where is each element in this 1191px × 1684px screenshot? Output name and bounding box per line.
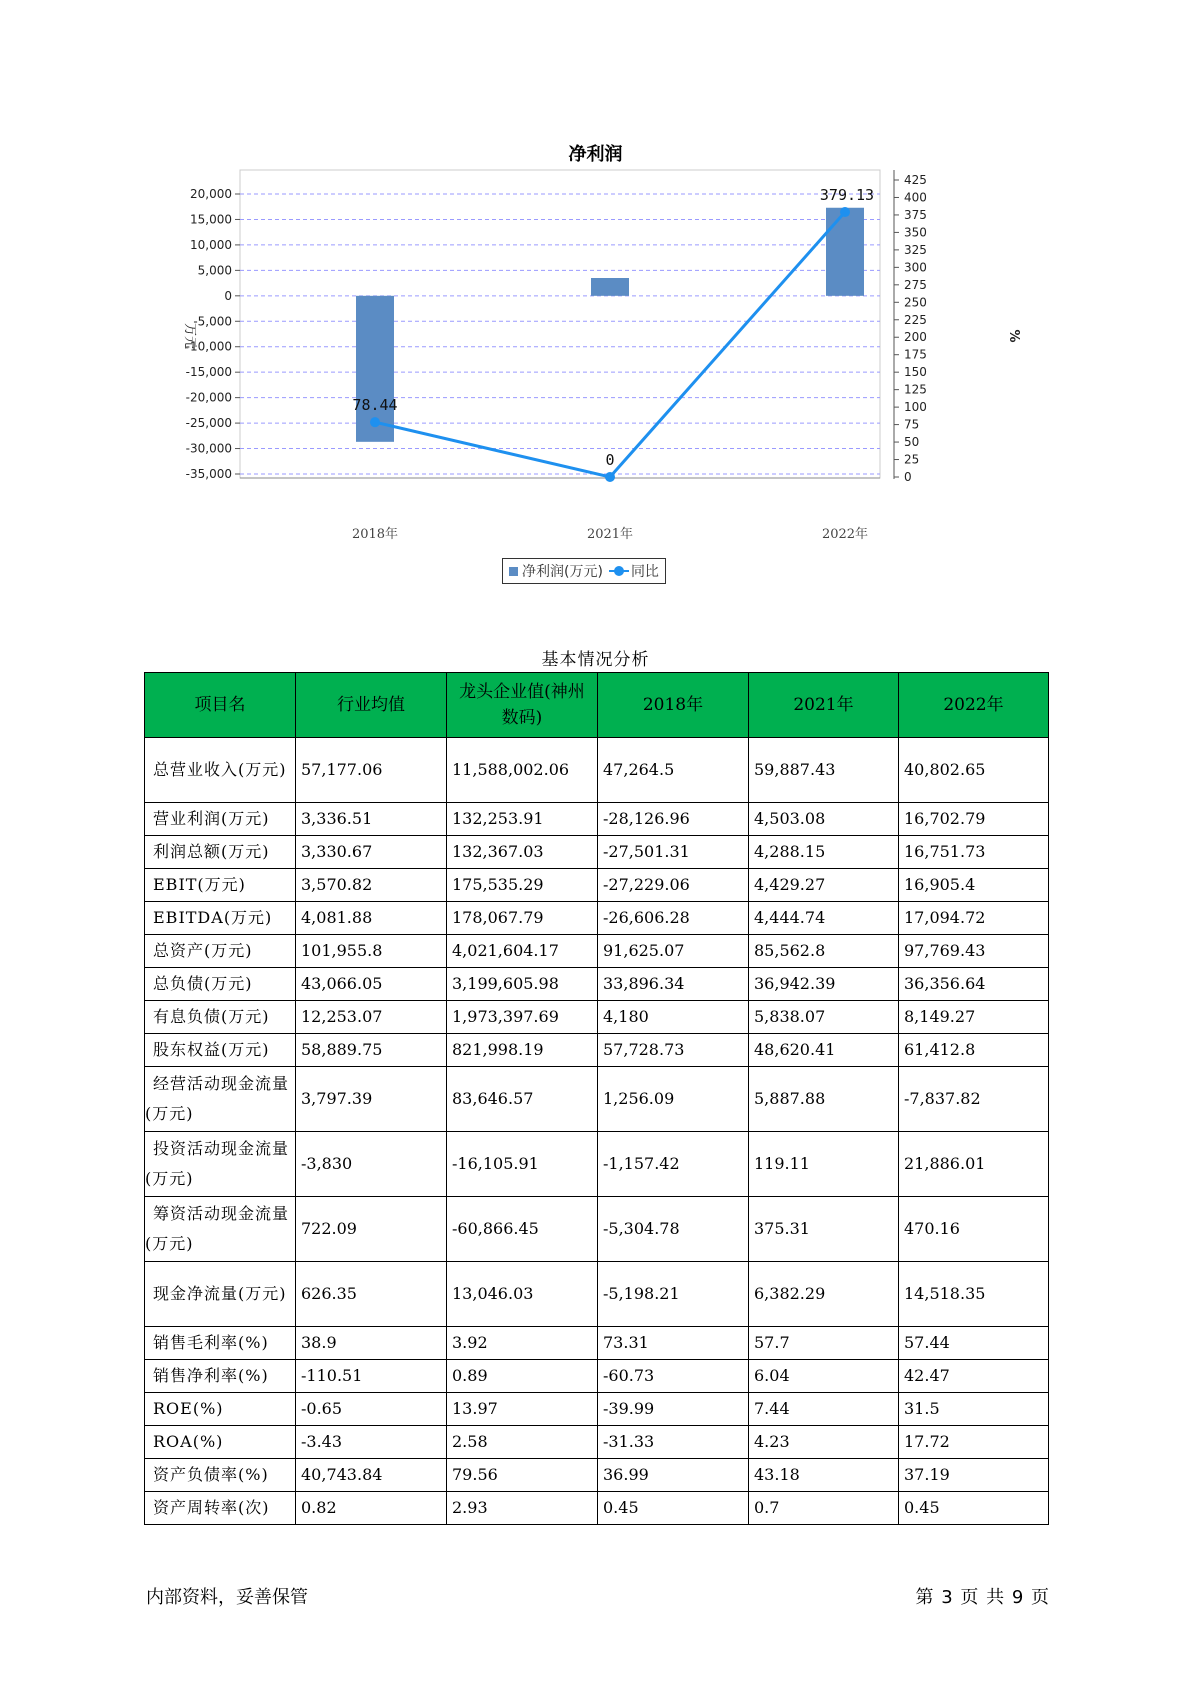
table-cell: 57.44 — [899, 1327, 1049, 1360]
table-cell: 3,199,605.98 — [447, 968, 598, 1001]
table-header-cell: 行业均值 — [296, 673, 447, 738]
table-cell: 73.31 — [598, 1327, 749, 1360]
y-right-tick-label: 25 — [904, 452, 920, 467]
net-profit-chart — [0, 0, 1191, 560]
table-cell: 8,149.27 — [899, 1001, 1049, 1034]
table-row — [145, 902, 1049, 935]
y-right-tick-label: 350 — [904, 225, 927, 240]
table-cell: 16,702.79 — [899, 803, 1049, 836]
table-cell: -5,304.78 — [598, 1197, 749, 1262]
yoy-data-label: 0 — [605, 451, 615, 469]
y-right-tick-label: 300 — [904, 260, 927, 275]
x-tick-label: 2021年 — [586, 527, 634, 542]
table-cell: 3.92 — [447, 1327, 598, 1360]
table-cell: 3,570.82 — [296, 869, 447, 902]
table-cell: 3,330.67 — [296, 836, 447, 869]
y-right-tick-label: 100 — [904, 400, 927, 415]
table-cell: 17.72 — [899, 1426, 1049, 1459]
y-tick-label: 5,000 — [197, 263, 232, 278]
table-row — [145, 1262, 1049, 1327]
table-cell: 97,769.43 — [899, 935, 1049, 968]
row-label-cell: ROE(%) — [145, 1393, 296, 1426]
table-row — [145, 1360, 1049, 1393]
table-header-cell: 项目名 — [145, 673, 296, 738]
table-cell: 722.09 — [296, 1197, 447, 1262]
table-header-cell: 2021年 — [749, 673, 899, 738]
table-cell: -110.51 — [296, 1360, 447, 1393]
chart-grid — [240, 170, 880, 478]
table-row — [145, 935, 1049, 968]
footer-page-number: 第 3 页 共 9 页 — [915, 1587, 1049, 1608]
legend-item-yoy: 同比 — [630, 564, 659, 580]
chart-legend — [502, 558, 666, 584]
table-cell: -3.43 — [296, 1426, 447, 1459]
table-row — [145, 1034, 1049, 1067]
table-cell: 83,646.57 — [447, 1067, 598, 1132]
row-label-cell: 总营业收入(万元) — [145, 738, 296, 803]
table-cell: 47,264.5 — [598, 738, 749, 803]
yoy-data-label: 379.13 — [819, 186, 875, 205]
row-label-cell: 股东权益(万元) — [145, 1034, 296, 1067]
table-cell: -26,606.28 — [598, 902, 749, 935]
table-cell: 4,081.88 — [296, 902, 447, 935]
table-cell: 38.9 — [296, 1327, 447, 1360]
y-right-tick-label: 275 — [904, 277, 927, 292]
table-cell: 4,288.15 — [749, 836, 899, 869]
table-cell: -60.73 — [598, 1360, 749, 1393]
table-row — [145, 836, 1049, 869]
y-right-tick-label: 125 — [904, 382, 927, 397]
table-cell: -1,157.42 — [598, 1132, 749, 1197]
plot-area — [240, 170, 880, 478]
y-tick-label: -15,000 — [185, 365, 232, 380]
table-cell: 3,336.51 — [296, 803, 447, 836]
y-right-axis-title: % — [1006, 329, 1021, 343]
y-right-tick-label: 250 — [904, 295, 927, 310]
legend-line-swatch — [609, 566, 629, 576]
row-label-cell: 总负债(万元) — [145, 968, 296, 1001]
yoy-line — [375, 212, 845, 477]
table-cell: 4.23 — [749, 1426, 899, 1459]
y-right-tick-label: 50 — [904, 435, 920, 450]
table-cell: 58,889.75 — [296, 1034, 447, 1067]
row-label-cell: 有息负债(万元) — [145, 1001, 296, 1034]
table-cell: 0.7 — [749, 1492, 899, 1525]
y-tick-label: 10,000 — [190, 237, 232, 252]
bar-net-profit — [826, 208, 864, 296]
table-cell: 40,743.84 — [296, 1459, 447, 1492]
y-tick-label: -30,000 — [185, 441, 232, 456]
table-cell: 91,625.07 — [598, 935, 749, 968]
table-cell: -31.33 — [598, 1426, 749, 1459]
table-cell: 0.45 — [899, 1492, 1049, 1525]
table-cell: 7.44 — [749, 1393, 899, 1426]
table-cell: 85,562.8 — [749, 935, 899, 968]
table-cell: 21,886.01 — [899, 1132, 1049, 1197]
row-label-cell: EBIT(万元) — [145, 869, 296, 902]
y-tick-label: -10,000 — [185, 339, 232, 354]
table-cell: 42.47 — [899, 1360, 1049, 1393]
table-cell: 59,887.43 — [749, 738, 899, 803]
chart-axes — [235, 170, 899, 479]
table-cell: 16,905.4 — [899, 869, 1049, 902]
table-cell: 1,256.09 — [598, 1067, 749, 1132]
table-cell: 6,382.29 — [749, 1262, 899, 1327]
row-label-cell: 资产周转率(次) — [145, 1492, 296, 1525]
table-cell: 0.45 — [598, 1492, 749, 1525]
table-cell: -28,126.96 — [598, 803, 749, 836]
table-cell: -27,501.31 — [598, 836, 749, 869]
table-cell: 5,838.07 — [749, 1001, 899, 1034]
x-tick-label: 2018年 — [351, 527, 399, 542]
table-header-cell: 2018年 — [598, 673, 749, 738]
table-cell: 40,802.65 — [899, 738, 1049, 803]
table-cell: 4,429.27 — [749, 869, 899, 902]
table-cell: -27,229.06 — [598, 869, 749, 902]
yoy-point — [370, 417, 380, 427]
table-cell: 57.7 — [749, 1327, 899, 1360]
y-tick-label: -20,000 — [185, 390, 232, 405]
table-row — [145, 803, 1049, 836]
row-label-cell: 总资产(万元) — [145, 935, 296, 968]
table-cell: 14,518.35 — [899, 1262, 1049, 1327]
table-cell: 16,751.73 — [899, 836, 1049, 869]
table-row — [145, 1001, 1049, 1034]
y-right-tick-label: 200 — [904, 330, 927, 345]
table-cell: -3,830 — [296, 1132, 447, 1197]
row-label-cell: 经营活动现金流量(万元) — [145, 1067, 296, 1132]
chart-title: 净利润 — [568, 144, 623, 165]
table-cell: -60,866.45 — [447, 1197, 598, 1262]
table-cell: 3,797.39 — [296, 1067, 447, 1132]
footer-confidential-note: 内部资料，妥善保管 — [146, 1587, 308, 1608]
chart-bars — [356, 208, 864, 442]
table-cell: 37.19 — [899, 1459, 1049, 1492]
table-cell: 43.18 — [749, 1459, 899, 1492]
row-label-cell: 筹资活动现金流量(万元) — [145, 1197, 296, 1262]
table-cell: 119.11 — [749, 1132, 899, 1197]
table-row — [145, 1492, 1049, 1525]
table-header-cell: 2022年 — [899, 673, 1049, 738]
row-label-cell: 现金净流量(万元) — [145, 1262, 296, 1327]
table-cell: 12,253.07 — [296, 1001, 447, 1034]
table-cell: 178,067.79 — [447, 902, 598, 935]
table-cell: 0.89 — [447, 1360, 598, 1393]
table-cell: 2.93 — [447, 1492, 598, 1525]
table-cell: -39.99 — [598, 1393, 749, 1426]
yoy-point — [840, 207, 850, 217]
chart-line — [370, 207, 850, 482]
row-label-cell: 营业利润(万元) — [145, 803, 296, 836]
table-cell: -7,837.82 — [899, 1067, 1049, 1132]
bar-net-profit — [591, 278, 629, 296]
table-row — [145, 1393, 1049, 1426]
table-row — [145, 1132, 1049, 1197]
table-cell: 13.97 — [447, 1393, 598, 1426]
chart-labels — [182, 173, 1021, 542]
y-tick-label: -25,000 — [185, 416, 232, 431]
table-row — [145, 1426, 1049, 1459]
table-cell: 626.35 — [296, 1262, 447, 1327]
table-cell: 36,942.39 — [749, 968, 899, 1001]
y-right-tick-label: 375 — [904, 207, 927, 222]
table-cell: 375.31 — [749, 1197, 899, 1262]
table-row — [145, 1197, 1049, 1262]
x-tick-label: 2022年 — [821, 527, 869, 542]
table-caption: 基本情况分析 — [541, 650, 650, 670]
table-cell: 36.99 — [598, 1459, 749, 1492]
table-cell: 17,094.72 — [899, 902, 1049, 935]
y-right-tick-label: 325 — [904, 242, 927, 257]
table-row — [145, 738, 1049, 803]
legend-bar-swatch — [509, 567, 518, 576]
y-tick-label: 20,000 — [190, 187, 232, 201]
y-tick-label: 0 — [224, 288, 232, 303]
basic-analysis-table — [144, 672, 1049, 1525]
table-cell: 821,998.19 — [447, 1034, 598, 1067]
table-cell: 4,503.08 — [749, 803, 899, 836]
table-cell: 4,444.74 — [749, 902, 899, 935]
table-row — [145, 968, 1049, 1001]
y-tick-label: 15,000 — [190, 212, 232, 227]
y-right-tick-label: 175 — [904, 347, 927, 362]
table-cell: 132,253.91 — [447, 803, 598, 836]
table-cell: 470.16 — [899, 1197, 1049, 1262]
table-cell: 13,046.03 — [447, 1262, 598, 1327]
table-cell: 33,896.34 — [598, 968, 749, 1001]
y-right-tick-label: 400 — [904, 190, 927, 205]
table-cell: 79.56 — [447, 1459, 598, 1492]
y-right-tick-label: 0 — [904, 470, 912, 484]
yoy-point — [605, 472, 615, 482]
table-cell: -16,105.91 — [447, 1132, 598, 1197]
table-row — [145, 1067, 1049, 1132]
table-cell: 57,728.73 — [598, 1034, 749, 1067]
legend-item-net-profit: 净利润(万元) — [522, 564, 603, 580]
row-label-cell: 资产负债率(%) — [145, 1459, 296, 1492]
y-right-tick-label: 225 — [904, 312, 927, 327]
table-cell: 36,356.64 — [899, 968, 1049, 1001]
table-cell: 6.04 — [749, 1360, 899, 1393]
table-cell: -5,198.21 — [598, 1262, 749, 1327]
table-header-cell: 龙头企业值(神州数码) — [447, 673, 598, 738]
table-cell: 48,620.41 — [749, 1034, 899, 1067]
row-label-cell: EBITDA(万元) — [145, 902, 296, 935]
row-label-cell: 销售净利率(%) — [145, 1360, 296, 1393]
table-cell: 57,177.06 — [296, 738, 447, 803]
table-cell: 101,955.8 — [296, 935, 447, 968]
table-cell: 4,021,604.17 — [447, 935, 598, 968]
yoy-data-label: 78.44 — [352, 396, 398, 415]
table-row — [145, 1459, 1049, 1492]
table-cell: 0.82 — [296, 1492, 447, 1525]
row-label-cell: 销售毛利率(%) — [145, 1327, 296, 1360]
table-cell: 132,367.03 — [447, 836, 598, 869]
table-cell: 5,887.88 — [749, 1067, 899, 1132]
y-tick-label: -5,000 — [193, 314, 232, 329]
y-right-tick-label: 150 — [904, 365, 927, 380]
table-cell: 4,180 — [598, 1001, 749, 1034]
table-cell: 31.5 — [899, 1393, 1049, 1426]
row-label-cell: 投资活动现金流量(万元) — [145, 1132, 296, 1197]
y-tick-label: -35,000 — [185, 467, 232, 481]
row-label-cell: 利润总额(万元) — [145, 836, 296, 869]
table-cell: 2.58 — [447, 1426, 598, 1459]
row-label-cell: ROA(%) — [145, 1426, 296, 1459]
table-row — [145, 1327, 1049, 1360]
table-cell: -0.65 — [296, 1393, 447, 1426]
y-axis-title: 万元 — [182, 322, 197, 350]
table-cell: 61,412.8 — [899, 1034, 1049, 1067]
table-cell: 175,535.29 — [447, 869, 598, 902]
table-body — [145, 738, 1049, 1525]
table-cell: 11,588,002.06 — [447, 738, 598, 803]
y-right-tick-label: 425 — [904, 173, 927, 187]
table-header-row — [145, 673, 1049, 738]
table-cell: 1,973,397.69 — [447, 1001, 598, 1034]
table-row — [145, 869, 1049, 902]
y-right-tick-label: 75 — [904, 417, 920, 432]
table-cell: 43,066.05 — [296, 968, 447, 1001]
